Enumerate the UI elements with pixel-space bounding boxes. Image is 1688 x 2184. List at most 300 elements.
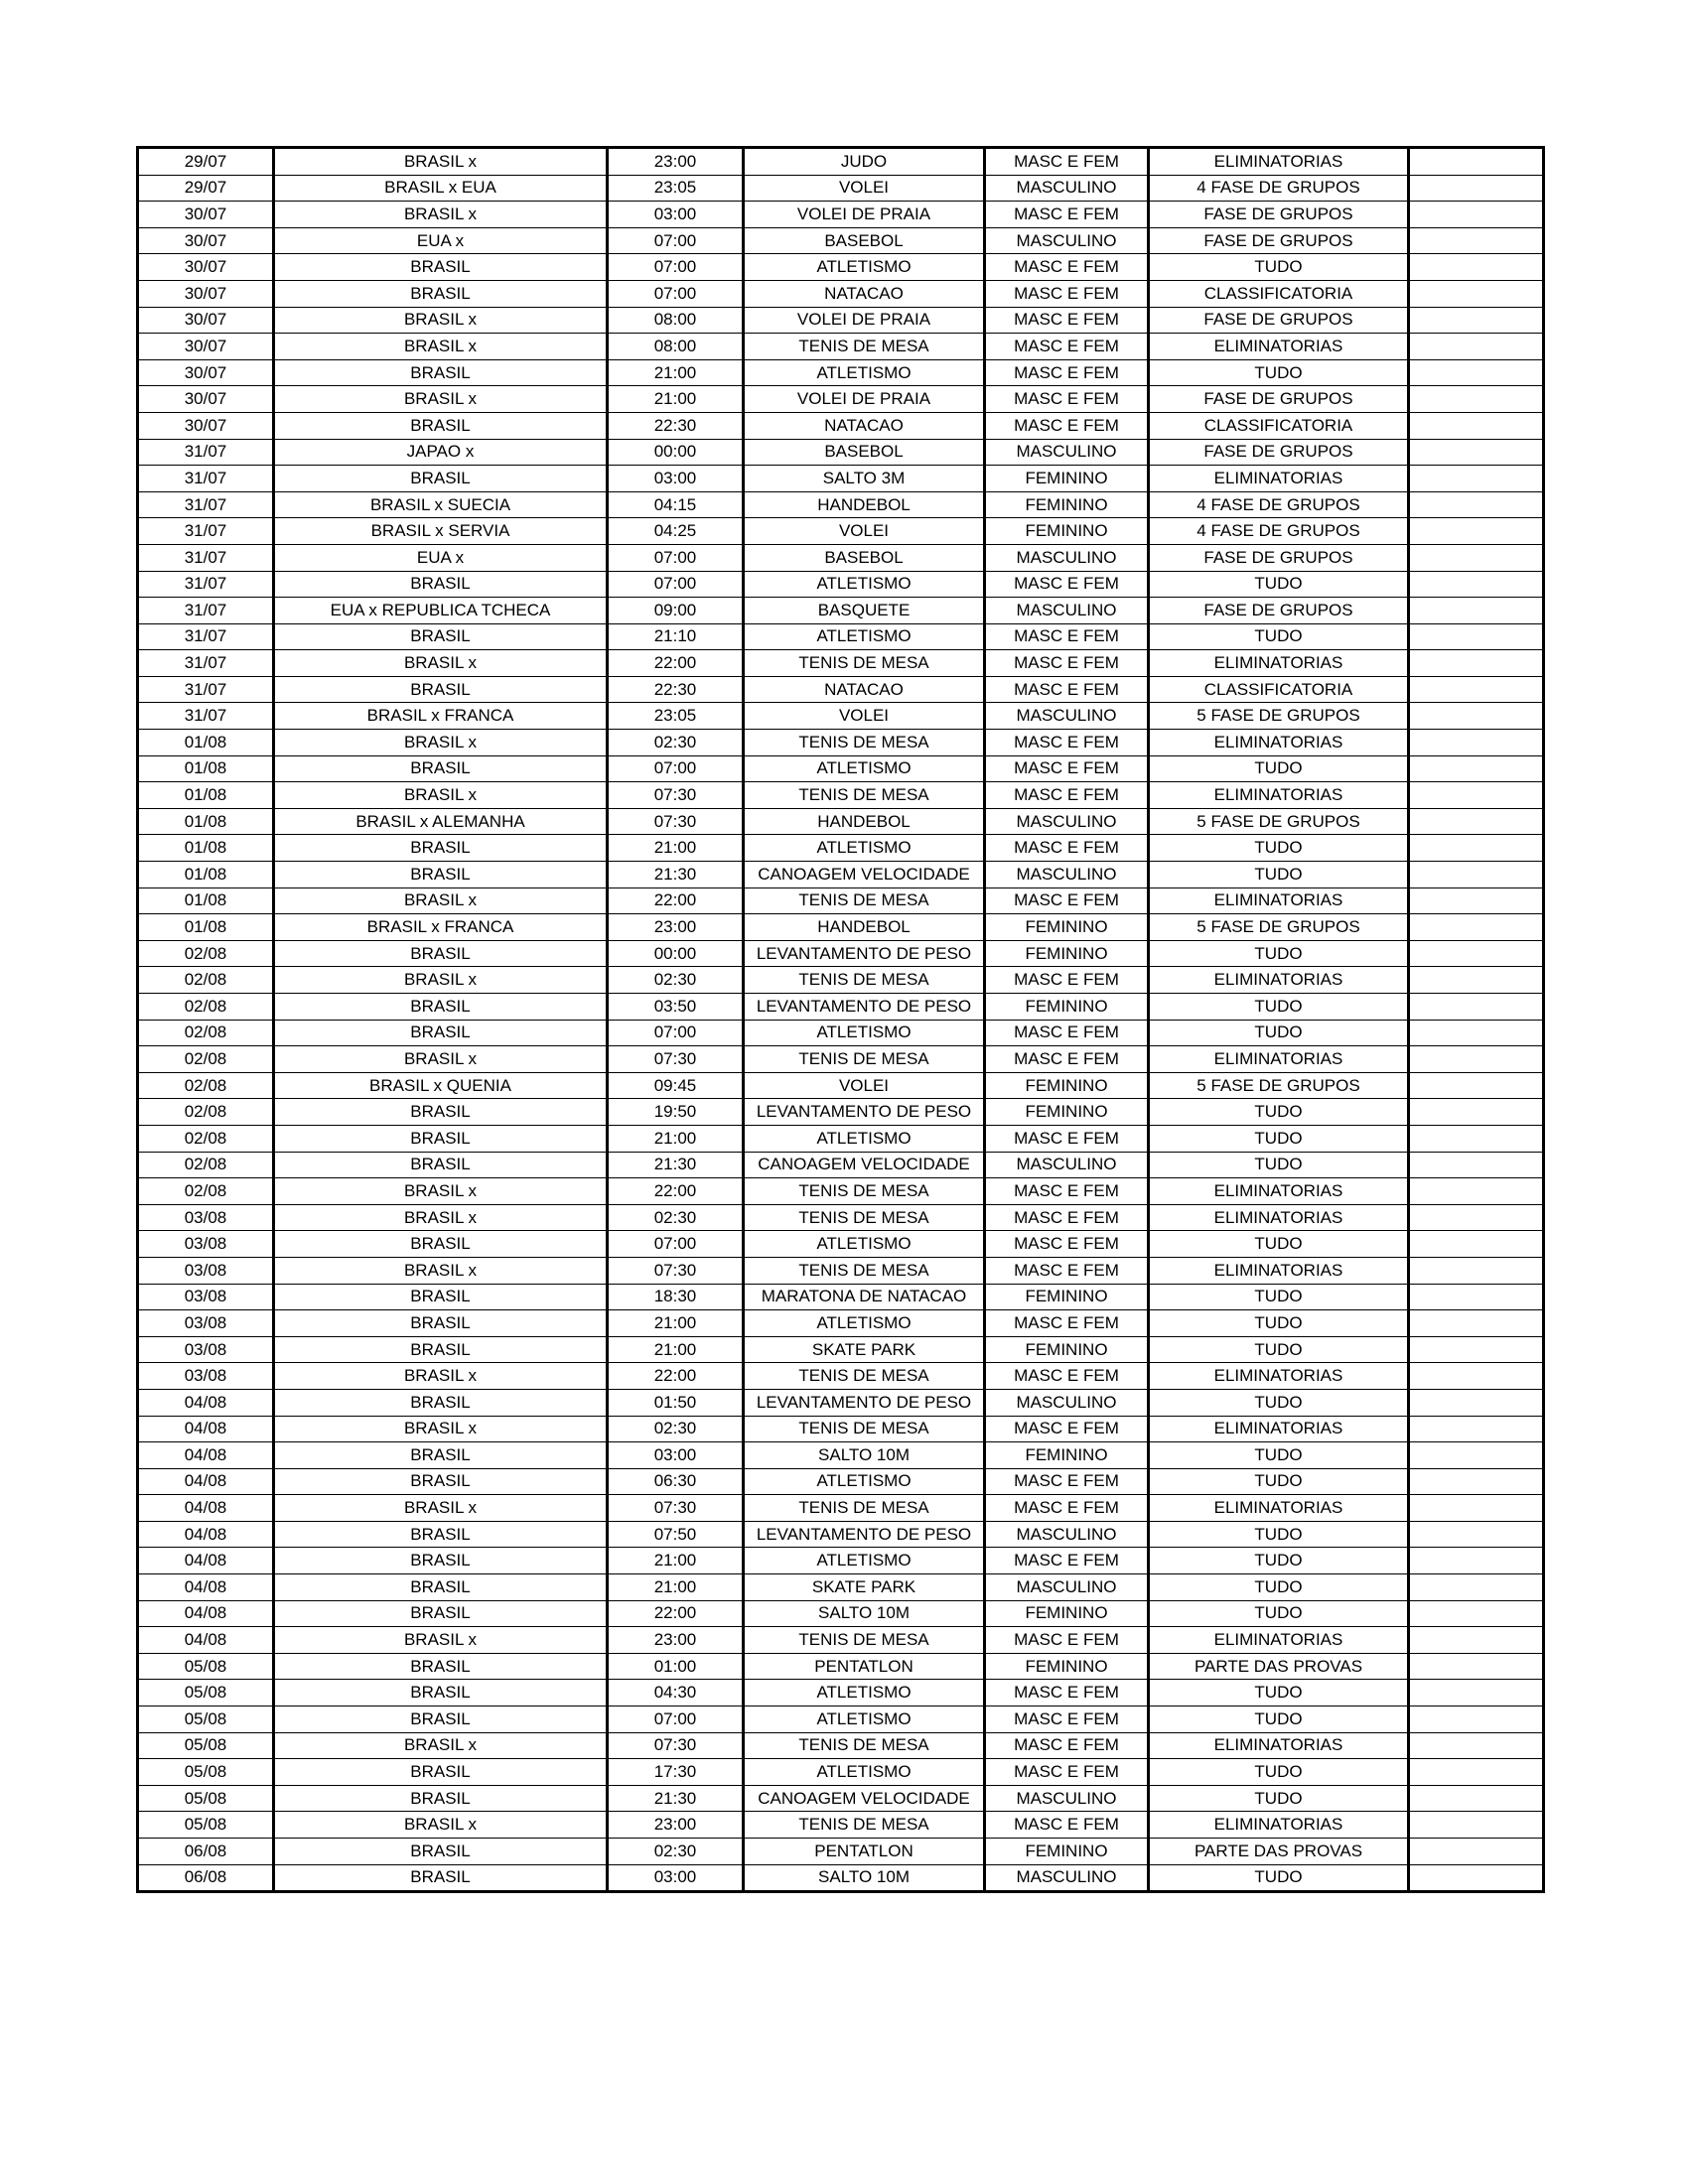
schedule-body — [138, 148, 1544, 1892]
date-cell: 30/07 — [138, 307, 274, 334]
sport-cell: ATLETISMO — [744, 1759, 985, 1786]
blank-cell — [1409, 1680, 1544, 1706]
phase-cell: TUDO — [1149, 1310, 1409, 1337]
sport-cell: SKATE PARK — [744, 1574, 985, 1601]
table-row — [138, 1178, 1544, 1205]
gender-cell: MASC E FEM — [985, 1680, 1149, 1706]
blank-cell — [1409, 518, 1544, 545]
blank-cell — [1409, 148, 1544, 176]
blank-cell — [1409, 1257, 1544, 1284]
blank-cell — [1409, 359, 1544, 386]
matchup-cell: BRASIL x — [274, 386, 608, 413]
sport-cell: SALTO 10M — [744, 1864, 985, 1892]
table-row — [138, 862, 1544, 888]
sport-cell: VOLEI — [744, 518, 985, 545]
phase-cell: ELIMINATORIAS — [1149, 1812, 1409, 1839]
gender-cell: MASC E FEM — [985, 359, 1149, 386]
sport-cell: HANDEBOL — [744, 808, 985, 835]
date-cell: 05/08 — [138, 1653, 274, 1680]
phase-cell: TUDO — [1149, 1574, 1409, 1601]
gender-cell: MASC E FEM — [985, 412, 1149, 439]
date-cell: 30/07 — [138, 386, 274, 413]
sport-cell: BASEBOL — [744, 439, 985, 466]
phase-cell: TUDO — [1149, 571, 1409, 598]
gender-cell: MASCULINO — [985, 862, 1149, 888]
sport-cell: CANOAGEM VELOCIDADE — [744, 862, 985, 888]
sport-cell: TENIS DE MESA — [744, 887, 985, 914]
date-cell: 01/08 — [138, 914, 274, 941]
gender-cell: MASCULINO — [985, 808, 1149, 835]
gender-cell: MASC E FEM — [985, 1759, 1149, 1786]
table-row — [138, 571, 1544, 598]
gender-cell: MASCULINO — [985, 1864, 1149, 1892]
gender-cell: MASC E FEM — [985, 1627, 1149, 1654]
date-cell: 03/08 — [138, 1231, 274, 1258]
table-row — [138, 1600, 1544, 1627]
matchup-cell: BRASIL x — [274, 1812, 608, 1839]
table-row — [138, 491, 1544, 518]
matchup-cell: BRASIL — [274, 1680, 608, 1706]
phase-cell: ELIMINATORIAS — [1149, 967, 1409, 994]
date-cell: 31/07 — [138, 518, 274, 545]
matchup-cell: BRASIL x — [274, 1495, 608, 1522]
matchup-cell: BRASIL x SUECIA — [274, 491, 608, 518]
table-row — [138, 175, 1544, 202]
matchup-cell: BRASIL x — [274, 1178, 608, 1205]
sport-cell: TENIS DE MESA — [744, 334, 985, 360]
table-row — [138, 914, 1544, 941]
table-row — [138, 887, 1544, 914]
sport-cell: LEVANTAMENTO DE PESO — [744, 1521, 985, 1548]
gender-cell: MASCULINO — [985, 1574, 1149, 1601]
sport-cell: LEVANTAMENTO DE PESO — [744, 1099, 985, 1126]
date-cell: 31/07 — [138, 703, 274, 730]
date-cell: 01/08 — [138, 782, 274, 809]
time-cell: 09:00 — [608, 598, 744, 624]
gender-cell: FEMININO — [985, 1653, 1149, 1680]
blank-cell — [1409, 887, 1544, 914]
sport-cell: NATACAO — [744, 280, 985, 307]
date-cell: 01/08 — [138, 808, 274, 835]
date-cell: 29/07 — [138, 175, 274, 202]
time-cell: 19:50 — [608, 1099, 744, 1126]
time-cell: 02:30 — [608, 967, 744, 994]
matchup-cell: BRASIL — [274, 835, 608, 862]
phase-cell: FASE DE GRUPOS — [1149, 202, 1409, 228]
date-cell: 31/07 — [138, 676, 274, 703]
time-cell: 21:00 — [608, 359, 744, 386]
matchup-cell: BRASIL — [274, 280, 608, 307]
sport-cell: VOLEI DE PRAIA — [744, 386, 985, 413]
phase-cell: TUDO — [1149, 1468, 1409, 1495]
matchup-cell: BRASIL — [274, 676, 608, 703]
date-cell: 03/08 — [138, 1284, 274, 1310]
blank-cell — [1409, 1389, 1544, 1416]
gender-cell: FEMININO — [985, 1284, 1149, 1310]
time-cell: 22:00 — [608, 650, 744, 677]
time-cell: 04:30 — [608, 1680, 744, 1706]
time-cell: 21:30 — [608, 862, 744, 888]
table-row — [138, 1125, 1544, 1152]
date-cell: 31/07 — [138, 491, 274, 518]
blank-cell — [1409, 412, 1544, 439]
gender-cell: FEMININO — [985, 466, 1149, 492]
date-cell: 05/08 — [138, 1759, 274, 1786]
table-row — [138, 730, 1544, 756]
date-cell: 05/08 — [138, 1732, 274, 1759]
matchup-cell: BRASIL — [274, 412, 608, 439]
sport-cell: NATACAO — [744, 412, 985, 439]
table-row — [138, 1732, 1544, 1759]
time-cell: 00:00 — [608, 439, 744, 466]
table-row — [138, 1284, 1544, 1310]
table-row — [138, 386, 1544, 413]
sport-cell: HANDEBOL — [744, 914, 985, 941]
gender-cell: MASCULINO — [985, 175, 1149, 202]
blank-cell — [1409, 1284, 1544, 1310]
date-cell: 02/08 — [138, 1125, 274, 1152]
matchup-cell: BRASIL x FRANCA — [274, 914, 608, 941]
blank-cell — [1409, 1600, 1544, 1627]
phase-cell: TUDO — [1149, 359, 1409, 386]
table-row — [138, 412, 1544, 439]
matchup-cell: BRASIL — [274, 1548, 608, 1574]
phase-cell: 5 FASE DE GRUPOS — [1149, 1072, 1409, 1099]
gender-cell: MASC E FEM — [985, 202, 1149, 228]
blank-cell — [1409, 544, 1544, 571]
time-cell: 03:00 — [608, 466, 744, 492]
sport-cell: VOLEI — [744, 703, 985, 730]
sport-cell: TENIS DE MESA — [744, 650, 985, 677]
blank-cell — [1409, 1310, 1544, 1337]
blank-cell — [1409, 439, 1544, 466]
time-cell: 21:10 — [608, 623, 744, 650]
blank-cell — [1409, 1706, 1544, 1733]
matchup-cell: BRASIL x — [274, 1363, 608, 1390]
matchup-cell: BRASIL — [274, 940, 608, 967]
table-row — [138, 1020, 1544, 1046]
blank-cell — [1409, 386, 1544, 413]
gender-cell: MASCULINO — [985, 1785, 1149, 1812]
table-row — [138, 755, 1544, 782]
sport-cell: ATLETISMO — [744, 1125, 985, 1152]
time-cell: 02:30 — [608, 1204, 744, 1231]
phase-cell: TUDO — [1149, 254, 1409, 281]
date-cell: 04/08 — [138, 1416, 274, 1442]
date-cell: 31/07 — [138, 466, 274, 492]
sport-cell: SKATE PARK — [744, 1336, 985, 1363]
matchup-cell: BRASIL — [274, 1653, 608, 1680]
table-row — [138, 148, 1544, 176]
date-cell: 01/08 — [138, 730, 274, 756]
gender-cell: MASC E FEM — [985, 1204, 1149, 1231]
sport-cell: ATLETISMO — [744, 835, 985, 862]
gender-cell: MASC E FEM — [985, 307, 1149, 334]
date-cell: 04/08 — [138, 1521, 274, 1548]
matchup-cell: BRASIL — [274, 1336, 608, 1363]
time-cell: 07:00 — [608, 1706, 744, 1733]
blank-cell — [1409, 307, 1544, 334]
sport-cell: ATLETISMO — [744, 254, 985, 281]
table-row — [138, 1389, 1544, 1416]
gender-cell: MASC E FEM — [985, 967, 1149, 994]
gender-cell: MASC E FEM — [985, 571, 1149, 598]
gender-cell: MASC E FEM — [985, 1231, 1149, 1258]
gender-cell: MASC E FEM — [985, 1363, 1149, 1390]
table-row — [138, 1231, 1544, 1258]
gender-cell: MASC E FEM — [985, 1257, 1149, 1284]
time-cell: 23:05 — [608, 703, 744, 730]
sport-cell: CANOAGEM VELOCIDADE — [744, 1785, 985, 1812]
phase-cell: ELIMINATORIAS — [1149, 148, 1409, 176]
date-cell: 30/07 — [138, 359, 274, 386]
time-cell: 17:30 — [608, 1759, 744, 1786]
time-cell: 18:30 — [608, 1284, 744, 1310]
phase-cell: TUDO — [1149, 1231, 1409, 1258]
matchup-cell: BRASIL — [274, 1125, 608, 1152]
gender-cell: MASC E FEM — [985, 887, 1149, 914]
sport-cell: TENIS DE MESA — [744, 1178, 985, 1205]
phase-cell: TUDO — [1149, 1125, 1409, 1152]
matchup-cell: BRASIL — [274, 1284, 608, 1310]
phase-cell: FASE DE GRUPOS — [1149, 544, 1409, 571]
table-row — [138, 994, 1544, 1021]
time-cell: 07:00 — [608, 227, 744, 254]
date-cell: 04/08 — [138, 1468, 274, 1495]
time-cell: 07:00 — [608, 1020, 744, 1046]
table-row — [138, 1653, 1544, 1680]
blank-cell — [1409, 1046, 1544, 1073]
sport-cell: JUDO — [744, 148, 985, 176]
sport-cell: VOLEI DE PRAIA — [744, 307, 985, 334]
time-cell: 21:00 — [608, 835, 744, 862]
table-row — [138, 650, 1544, 677]
matchup-cell: BRASIL — [274, 1521, 608, 1548]
blank-cell — [1409, 1152, 1544, 1178]
matchup-cell: BRASIL x — [274, 1257, 608, 1284]
matchup-cell: BRASIL x — [274, 782, 608, 809]
date-cell: 03/08 — [138, 1204, 274, 1231]
date-cell: 06/08 — [138, 1839, 274, 1865]
phase-cell: FASE DE GRUPOS — [1149, 307, 1409, 334]
date-cell: 02/08 — [138, 1072, 274, 1099]
date-cell: 31/07 — [138, 650, 274, 677]
matchup-cell: BRASIL — [274, 254, 608, 281]
sport-cell: VOLEI — [744, 175, 985, 202]
phase-cell: ELIMINATORIAS — [1149, 1204, 1409, 1231]
date-cell: 02/08 — [138, 1099, 274, 1126]
gender-cell: MASC E FEM — [985, 1046, 1149, 1073]
blank-cell — [1409, 1020, 1544, 1046]
blank-cell — [1409, 940, 1544, 967]
table-row — [138, 1706, 1544, 1733]
time-cell: 21:00 — [608, 1125, 744, 1152]
gender-cell: FEMININO — [985, 1099, 1149, 1126]
date-cell: 02/08 — [138, 1152, 274, 1178]
phase-cell: TUDO — [1149, 1442, 1409, 1469]
phase-cell: TUDO — [1149, 1284, 1409, 1310]
matchup-cell: BRASIL x — [274, 1627, 608, 1654]
matchup-cell: BRASIL — [274, 1231, 608, 1258]
gender-cell: FEMININO — [985, 940, 1149, 967]
date-cell: 31/07 — [138, 598, 274, 624]
time-cell: 23:05 — [608, 175, 744, 202]
gender-cell: MASCULINO — [985, 1389, 1149, 1416]
time-cell: 22:30 — [608, 412, 744, 439]
gender-cell: MASC E FEM — [985, 148, 1149, 176]
sport-cell: ATLETISMO — [744, 1548, 985, 1574]
time-cell: 21:00 — [608, 1310, 744, 1337]
sport-cell: BASQUETE — [744, 598, 985, 624]
phase-cell: ELIMINATORIAS — [1149, 1257, 1409, 1284]
sport-cell: ATLETISMO — [744, 1231, 985, 1258]
phase-cell: ELIMINATORIAS — [1149, 1046, 1409, 1073]
time-cell: 07:00 — [608, 571, 744, 598]
phase-cell: ELIMINATORIAS — [1149, 782, 1409, 809]
table-row — [138, 598, 1544, 624]
table-row — [138, 1839, 1544, 1865]
date-cell: 02/08 — [138, 1178, 274, 1205]
matchup-cell: BRASIL — [274, 1468, 608, 1495]
time-cell: 01:00 — [608, 1653, 744, 1680]
date-cell: 31/07 — [138, 623, 274, 650]
matchup-cell: EUA x — [274, 227, 608, 254]
time-cell: 02:30 — [608, 1416, 744, 1442]
sport-cell: SALTO 10M — [744, 1442, 985, 1469]
blank-cell — [1409, 1839, 1544, 1865]
phase-cell: ELIMINATORIAS — [1149, 334, 1409, 360]
blank-cell — [1409, 835, 1544, 862]
blank-cell — [1409, 703, 1544, 730]
gender-cell: FEMININO — [985, 914, 1149, 941]
time-cell: 08:00 — [608, 334, 744, 360]
matchup-cell: BRASIL x — [274, 1732, 608, 1759]
table-row — [138, 518, 1544, 545]
blank-cell — [1409, 1072, 1544, 1099]
phase-cell: TUDO — [1149, 755, 1409, 782]
blank-cell — [1409, 808, 1544, 835]
time-cell: 21:00 — [608, 386, 744, 413]
blank-cell — [1409, 1574, 1544, 1601]
table-row — [138, 227, 1544, 254]
matchup-cell: BRASIL — [274, 1839, 608, 1865]
time-cell: 23:00 — [608, 148, 744, 176]
sport-cell: ATLETISMO — [744, 623, 985, 650]
gender-cell: MASC E FEM — [985, 386, 1149, 413]
date-cell: 05/08 — [138, 1812, 274, 1839]
sport-cell: TENIS DE MESA — [744, 1627, 985, 1654]
time-cell: 09:45 — [608, 1072, 744, 1099]
phase-cell: TUDO — [1149, 994, 1409, 1021]
table-row — [138, 623, 1544, 650]
time-cell: 23:00 — [608, 1627, 744, 1654]
date-cell: 30/07 — [138, 412, 274, 439]
time-cell: 07:00 — [608, 1231, 744, 1258]
time-cell: 22:00 — [608, 1363, 744, 1390]
time-cell: 03:00 — [608, 1864, 744, 1892]
table-row — [138, 439, 1544, 466]
time-cell: 07:00 — [608, 280, 744, 307]
matchup-cell: BRASIL — [274, 1020, 608, 1046]
gender-cell: MASC E FEM — [985, 334, 1149, 360]
phase-cell: FASE DE GRUPOS — [1149, 227, 1409, 254]
gender-cell: MASC E FEM — [985, 1706, 1149, 1733]
date-cell: 04/08 — [138, 1389, 274, 1416]
table-row — [138, 466, 1544, 492]
table-row — [138, 307, 1544, 334]
date-cell: 30/07 — [138, 334, 274, 360]
time-cell: 23:00 — [608, 1812, 744, 1839]
sport-cell: ATLETISMO — [744, 571, 985, 598]
sport-cell: LEVANTAMENTO DE PESO — [744, 994, 985, 1021]
time-cell: 02:30 — [608, 1839, 744, 1865]
matchup-cell: BRASIL — [274, 1574, 608, 1601]
schedule-table — [136, 146, 1545, 1893]
date-cell: 02/08 — [138, 967, 274, 994]
date-cell: 05/08 — [138, 1680, 274, 1706]
table-row — [138, 1310, 1544, 1337]
date-cell: 04/08 — [138, 1495, 274, 1522]
gender-cell: MASC E FEM — [985, 650, 1149, 677]
table-row — [138, 1204, 1544, 1231]
matchup-cell: BRASIL x — [274, 650, 608, 677]
table-row — [138, 1468, 1544, 1495]
sport-cell: CANOAGEM VELOCIDADE — [744, 1152, 985, 1178]
blank-cell — [1409, 994, 1544, 1021]
date-cell: 03/08 — [138, 1257, 274, 1284]
sport-cell: LEVANTAMENTO DE PESO — [744, 940, 985, 967]
date-cell: 31/07 — [138, 544, 274, 571]
time-cell: 21:00 — [608, 1574, 744, 1601]
gender-cell: MASCULINO — [985, 227, 1149, 254]
time-cell: 07:00 — [608, 254, 744, 281]
phase-cell: TUDO — [1149, 1706, 1409, 1733]
sport-cell: VOLEI — [744, 1072, 985, 1099]
sport-cell: HANDEBOL — [744, 491, 985, 518]
gender-cell: FEMININO — [985, 994, 1149, 1021]
phase-cell: TUDO — [1149, 940, 1409, 967]
blank-cell — [1409, 1416, 1544, 1442]
date-cell: 02/08 — [138, 1020, 274, 1046]
blank-cell — [1409, 862, 1544, 888]
time-cell: 00:00 — [608, 940, 744, 967]
blank-cell — [1409, 755, 1544, 782]
time-cell: 04:15 — [608, 491, 744, 518]
gender-cell: FEMININO — [985, 1336, 1149, 1363]
table-row — [138, 703, 1544, 730]
time-cell: 07:30 — [608, 808, 744, 835]
sport-cell: TENIS DE MESA — [744, 1812, 985, 1839]
gender-cell: MASC E FEM — [985, 730, 1149, 756]
matchup-cell: BRASIL x SERVIA — [274, 518, 608, 545]
gender-cell: MASCULINO — [985, 1152, 1149, 1178]
table-row — [138, 1442, 1544, 1469]
date-cell: 30/07 — [138, 280, 274, 307]
gender-cell: MASC E FEM — [985, 254, 1149, 281]
table-row — [138, 1336, 1544, 1363]
blank-cell — [1409, 676, 1544, 703]
sport-cell: TENIS DE MESA — [744, 1257, 985, 1284]
phase-cell: TUDO — [1149, 1864, 1409, 1892]
phase-cell: TUDO — [1149, 1680, 1409, 1706]
matchup-cell: BRASIL x — [274, 967, 608, 994]
blank-cell — [1409, 1864, 1544, 1892]
matchup-cell: BRASIL — [274, 1152, 608, 1178]
time-cell: 21:30 — [608, 1785, 744, 1812]
gender-cell: MASCULINO — [985, 703, 1149, 730]
table-row — [138, 1495, 1544, 1522]
table-row — [138, 835, 1544, 862]
